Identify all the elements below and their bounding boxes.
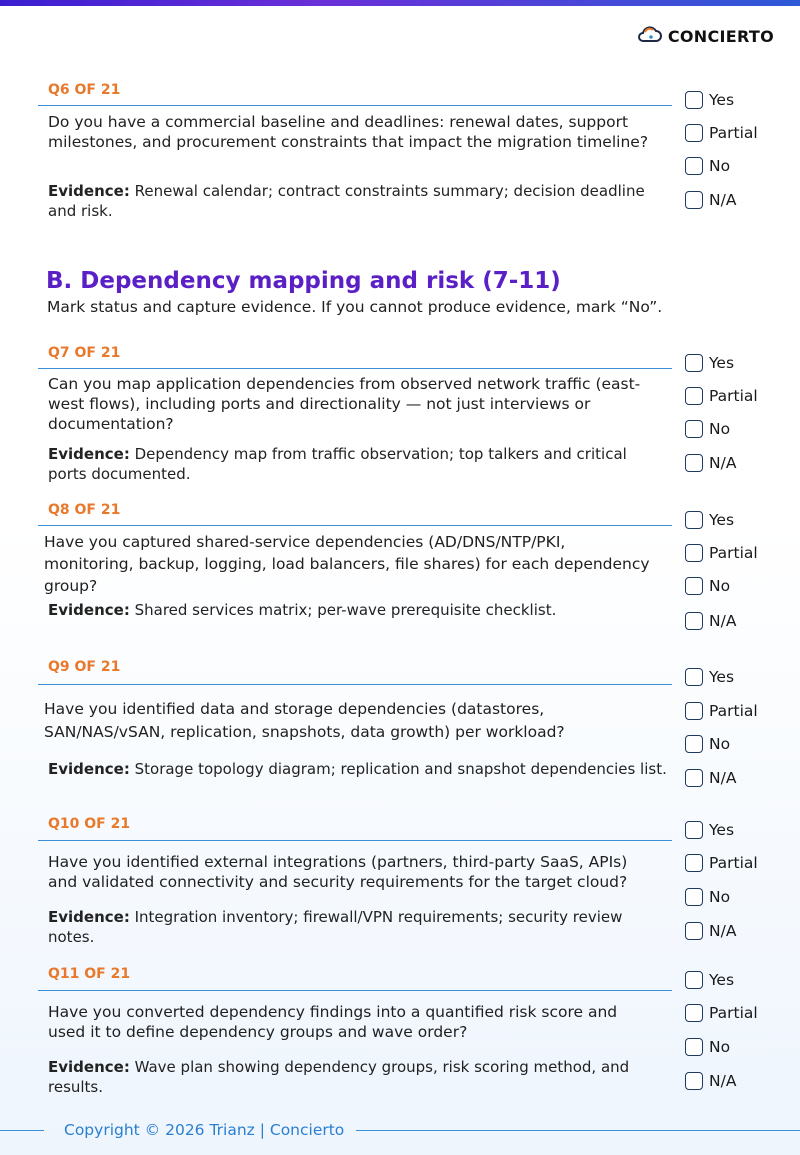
question-divider xyxy=(38,525,672,526)
evidence-value: Shared services matrix; per-wave prerequisite checklist. xyxy=(134,601,557,619)
top-gradient-bar xyxy=(0,0,800,6)
option-yes[interactable] xyxy=(685,91,734,109)
option-no[interactable] xyxy=(685,577,730,595)
checkbox[interactable] xyxy=(685,1004,703,1022)
checkbox[interactable] xyxy=(685,387,703,405)
checkbox[interactable] xyxy=(685,821,703,839)
evidence-text xyxy=(48,444,668,484)
checkbox[interactable] xyxy=(685,888,703,906)
question-number: Q9 OF 21 xyxy=(48,659,121,675)
option-na[interactable] xyxy=(685,1072,736,1090)
option-no[interactable] xyxy=(685,888,730,906)
option-label: Yes xyxy=(709,354,735,372)
cloud-icon xyxy=(636,25,662,47)
brand-name: CONCIERTO xyxy=(667,26,774,46)
option-partial[interactable] xyxy=(685,702,758,720)
question-text: Have you identified data and storage dependencies (datastores, SAN/NAS/vSAN, replication, snapshots, data growth) per workload? xyxy=(44,700,565,741)
checkbox[interactable] xyxy=(685,1072,703,1090)
option-yes[interactable] xyxy=(685,511,734,529)
evidence-label: Evidence: xyxy=(48,601,130,619)
evidence-label: Evidence: xyxy=(48,1058,130,1076)
evidence-value: Renewal calendar; contract constraints summary; decision deadline and risk. xyxy=(48,182,645,220)
option-label: Yes xyxy=(709,971,735,989)
evidence-value: Dependency map from traffic observation; top talkers and critical ports documented. xyxy=(48,445,627,483)
checkbox[interactable] xyxy=(685,420,703,438)
checkbox[interactable] xyxy=(685,1038,703,1056)
checkbox[interactable] xyxy=(685,124,703,142)
checkbox[interactable] xyxy=(685,157,703,175)
option-yes[interactable] xyxy=(685,971,734,989)
option-label: Yes xyxy=(709,511,735,529)
evidence-value: Integration inventory; firewall/VPN requirements; security review notes. xyxy=(48,908,623,946)
option-yes[interactable] xyxy=(685,354,734,372)
option-no[interactable] xyxy=(685,1038,730,1056)
option-label: N/A xyxy=(709,769,737,787)
question-number: Q11 OF 21 xyxy=(48,966,131,982)
option-partial[interactable] xyxy=(685,124,758,142)
option-label: No xyxy=(709,420,731,438)
footer-rule-left xyxy=(0,1130,44,1131)
evidence-label: Evidence: xyxy=(48,182,130,200)
checkbox[interactable] xyxy=(685,544,703,562)
section-subtitle: Mark status and capture evidence. If you cannot produce evidence, mark “No”. xyxy=(47,298,663,316)
checkbox[interactable] xyxy=(685,922,703,940)
checkbox[interactable] xyxy=(685,577,703,595)
evidence-text xyxy=(48,181,668,221)
evidence-text xyxy=(48,907,668,947)
evidence-label: Evidence: xyxy=(48,908,130,926)
question-text: Have you captured shared-service dependencies (AD/DNS/NTP/PKI, monitoring, backup, logging, load balancers, file shares) for each dependency group? xyxy=(44,533,650,595)
option-label: N/A xyxy=(709,612,737,630)
option-label: Partial xyxy=(709,1004,758,1022)
option-yes[interactable] xyxy=(685,668,734,686)
option-na[interactable] xyxy=(685,769,736,787)
question-divider xyxy=(38,105,672,106)
checkbox[interactable] xyxy=(685,769,703,787)
evidence-label: Evidence: xyxy=(48,760,130,778)
evidence-text xyxy=(48,600,668,620)
checkbox[interactable] xyxy=(685,191,703,209)
option-label: Partial xyxy=(709,124,758,142)
checkbox[interactable] xyxy=(685,454,703,472)
option-na[interactable] xyxy=(685,454,736,472)
option-label: No xyxy=(709,157,731,175)
section-title: B. Dependency mapping and risk (7-11) xyxy=(46,268,561,294)
question-text: Have you identified external integrations (partners, third-party SaaS, APIs) and validated connectivity and security requirements for the target cloud? xyxy=(48,853,628,891)
option-label: No xyxy=(709,735,731,753)
question-text: Have you converted dependency findings into a quantified risk score and used it to define dependency groups and wave order? xyxy=(48,1003,618,1041)
option-label: No xyxy=(709,1038,731,1056)
question-number: Q7 OF 21 xyxy=(48,345,121,361)
option-label: Partial xyxy=(709,854,758,872)
option-label: N/A xyxy=(709,1072,737,1090)
checkbox[interactable] xyxy=(685,668,703,686)
option-label: No xyxy=(709,577,731,595)
option-na[interactable] xyxy=(685,922,736,940)
option-label: Yes xyxy=(709,91,735,109)
evidence-value: Storage topology diagram; replication and snapshot dependencies list. xyxy=(134,760,667,778)
footer-copyright: Copyright © 2026 Trianz | Concierto xyxy=(64,1121,345,1139)
evidence-value: Wave plan showing dependency groups, risk scoring method, and results. xyxy=(48,1058,630,1096)
question-number: Q8 OF 21 xyxy=(48,502,121,518)
option-na[interactable] xyxy=(685,191,736,209)
brand-logo xyxy=(636,25,774,47)
evidence-label: Evidence: xyxy=(48,445,130,463)
question-divider xyxy=(38,990,672,991)
question-text: Do you have a commercial baseline and deadlines: renewal dates, support milestones, and procurement constraints that impact the migration timeline? xyxy=(48,113,649,151)
question-divider xyxy=(38,684,672,685)
checkbox[interactable] xyxy=(685,971,703,989)
evidence-text xyxy=(48,1057,668,1097)
question-number: Q6 OF 21 xyxy=(48,82,121,98)
option-label: N/A xyxy=(709,922,737,940)
checkbox[interactable] xyxy=(685,612,703,630)
option-label: No xyxy=(709,888,731,906)
checkbox[interactable] xyxy=(685,354,703,372)
footer-rule-right xyxy=(356,1130,800,1131)
option-no[interactable] xyxy=(685,157,730,175)
option-label: Partial xyxy=(709,702,758,720)
evidence-text xyxy=(48,759,668,779)
question-text: Can you map application dependencies from observed network traffic (east-west flows), including ports and directionality — not just interviews or documentation? xyxy=(48,375,641,433)
option-partial[interactable] xyxy=(685,854,758,872)
question-divider xyxy=(38,368,672,369)
option-label: Partial xyxy=(709,544,758,562)
option-partial[interactable] xyxy=(685,1004,758,1022)
option-label: N/A xyxy=(709,454,737,472)
checkbox[interactable] xyxy=(685,511,703,529)
option-na[interactable] xyxy=(685,612,736,630)
option-partial[interactable] xyxy=(685,387,758,405)
option-label: Yes xyxy=(709,821,735,839)
option-partial[interactable] xyxy=(685,544,758,562)
checkbox[interactable] xyxy=(685,91,703,109)
checkbox[interactable] xyxy=(685,735,703,753)
question-divider xyxy=(38,840,672,841)
option-no[interactable] xyxy=(685,735,730,753)
question-number: Q10 OF 21 xyxy=(48,816,131,832)
option-label: Partial xyxy=(709,387,758,405)
option-no[interactable] xyxy=(685,420,730,438)
checkbox[interactable] xyxy=(685,702,703,720)
checkbox[interactable] xyxy=(685,854,703,872)
option-label: Yes xyxy=(709,668,735,686)
option-label: N/A xyxy=(709,191,737,209)
option-yes[interactable] xyxy=(685,821,734,839)
